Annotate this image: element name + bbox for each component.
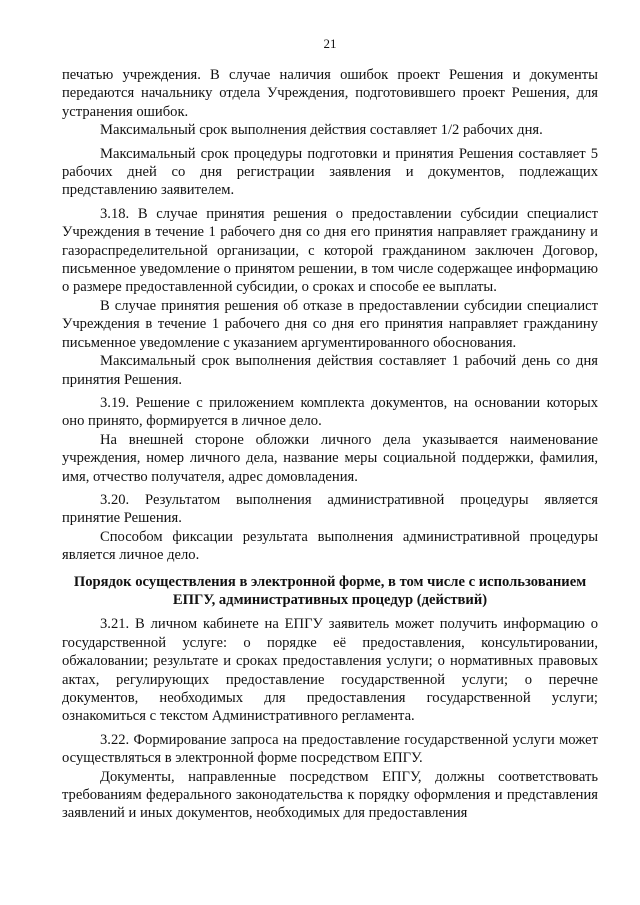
paragraph-3-20: 3.20. Результатом выполнения административной процедуры является принятие Решения. <box>62 491 598 527</box>
paragraph: Максимальный срок выполнения действия составляет 1/2 рабочих дня. <box>100 122 543 139</box>
section-heading: Порядок осуществления в электронной форме, в том числе с использованием ЕПГУ, административных процедур (действий) <box>73 573 587 608</box>
paragraph-continuation: печатью учреждения. В случае наличия ошибок проект Решения и документы передаются начальнику отдела Учреждения, подготовившего проект Решения, для устранения ошибок. <box>62 67 598 120</box>
page-number: 21 <box>323 36 337 51</box>
paragraph: Документы, направленные посредством ЕПГУ, должны соответствовать требованиям федерального законодательства к порядку оформления и представления заявлений и иных документов, необходимых для предоставления <box>62 768 598 822</box>
paragraph-3-22: 3.22. Формирование запроса на предоставление государственной услуги может осуществляться в электронной форме посредством ЕПГУ. <box>62 731 598 767</box>
paragraph-3-21: 3.21. В личном кабинете на ЕПГУ заявитель может получить информацию о государственной услуге: о порядке её предоставления, консультировании, обжаловании; результате и сроках предоставления услуги; о нормативных правовых актах, регулирующих предоставление государственной услуги; о перечне документов, необходимых для предоставления государственной услуги; ознакомиться с текстом Административного регламента. <box>62 616 598 725</box>
paragraph-3-18: 3.18. В случае принятия решения о предоставлении субсидии специалист Учреждения в течение 1 рабочего дня со дня его принятия направляет гражданину и газораспределительной организации, с которой гражданином заключен Договор, письменное уведомление о принятом решении, в том числе содержащее информацию о размере предоставленной субсидии, о сроках и способе ее выплаты. <box>62 205 598 296</box>
paragraph: В случае принятия решения об отказе в предоставлении субсидии специалист Учреждения в течение 1 рабочего дня со дня его принятия направляет гражданину письменное уведомление с указанием аргументированного обоснования. <box>62 297 598 351</box>
paragraph: Максимальный срок процедуры подготовки и принятия Решения составляет 5 рабочих дней со дня регистрации заявления и документов, подлежащих представлению заявителем. <box>62 145 598 199</box>
paragraph: Максимальный срок выполнения действия составляет 1 рабочий день со дня принятия Решения. <box>62 353 598 388</box>
paragraph: Способом фиксации результата выполнения административной процедуры является личное дело. <box>62 528 598 564</box>
paragraph: На внешней стороне обложки личного дела указывается наименование учреждения, номер личного дела, название меры социальной поддержки, фамилия, имя, отчество получателя, адрес домовладения. <box>62 431 598 485</box>
paragraph-3-19: 3.19. Решение с приложением комплекта документов, на основании которых оно принято, формируется в личное дело. <box>62 394 598 430</box>
